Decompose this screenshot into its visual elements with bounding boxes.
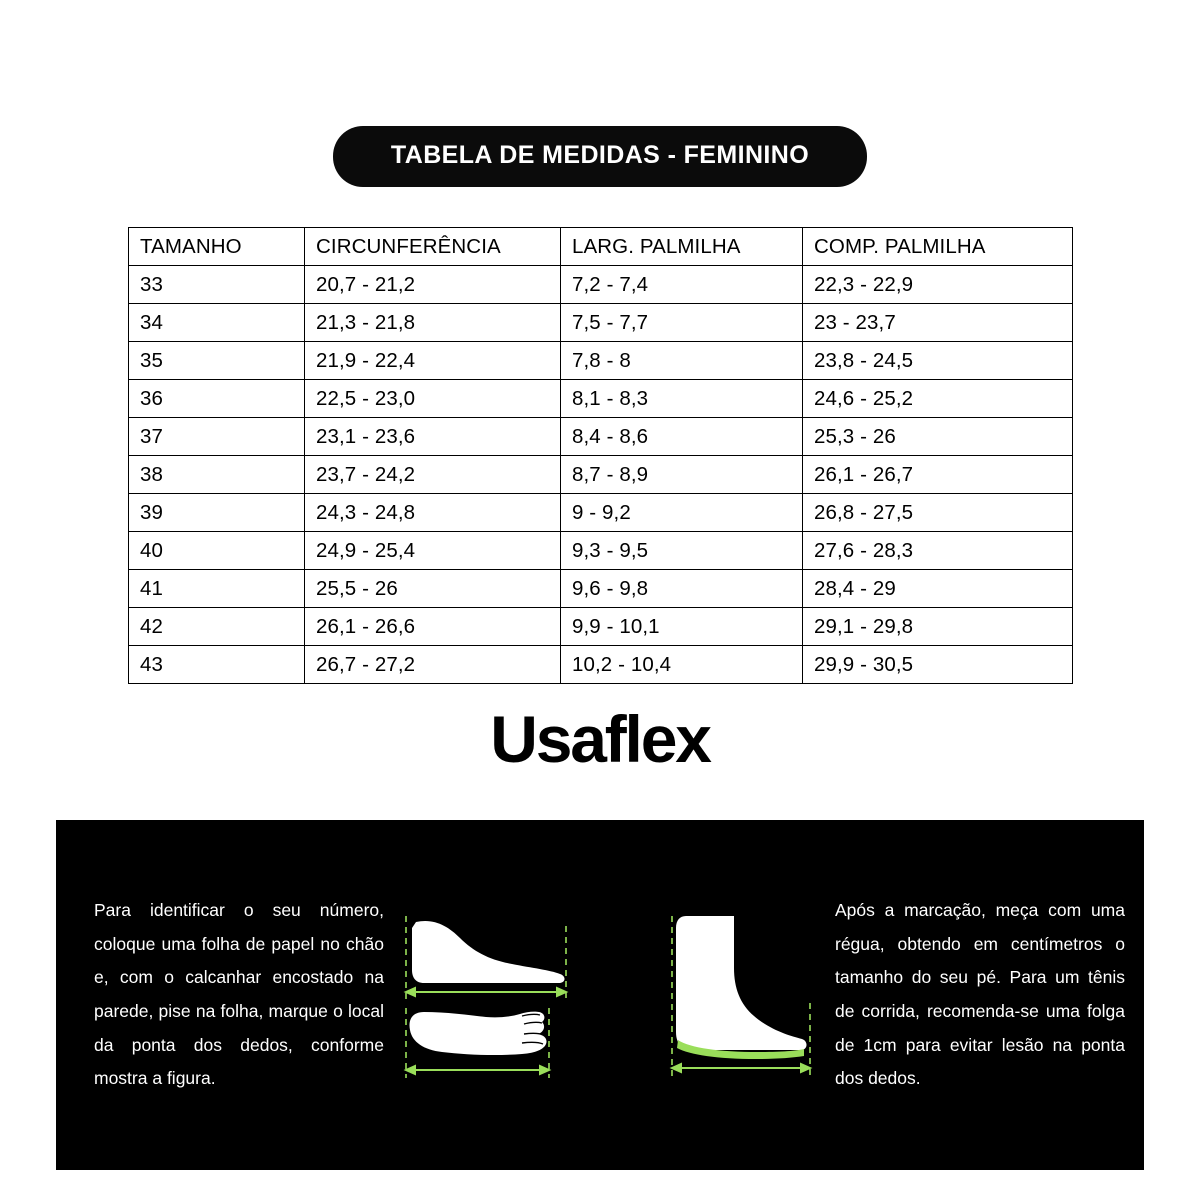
cell-comp-palmilha: 23,8 - 24,5 [803,342,1073,380]
cell-circunferencia: 24,3 - 24,8 [305,494,561,532]
table-row [129,608,1073,646]
table-row [129,646,1073,684]
cell-larg-palmilha: 10,2 - 10,4 [561,646,803,684]
table-row [129,570,1073,608]
cell-comp-palmilha: 26,1 - 26,7 [803,456,1073,494]
page-title: TABELA DE MEDIDAS - FEMININO [333,126,867,187]
cell-tamanho: 39 [129,494,305,532]
cell-larg-palmilha: 9,3 - 9,5 [561,532,803,570]
cell-circunferencia: 26,1 - 26,6 [305,608,561,646]
cell-tamanho: 37 [129,418,305,456]
column-header-comp-palmilha: COMP. PALMILHA [803,228,1073,266]
brand-logo: Usaflex [490,702,710,776]
cell-comp-palmilha: 29,9 - 30,5 [803,646,1073,684]
column-header-circunferencia: CIRCUNFERÊNCIA [305,228,561,266]
cell-circunferencia: 26,7 - 27,2 [305,646,561,684]
table-row [129,342,1073,380]
cell-tamanho: 41 [129,570,305,608]
cell-comp-palmilha: 26,8 - 27,5 [803,494,1073,532]
instructions-band [56,820,1144,1170]
cell-comp-palmilha: 28,4 - 29 [803,570,1073,608]
figures-container [384,908,835,1083]
cell-larg-palmilha: 8,4 - 8,6 [561,418,803,456]
cell-larg-palmilha: 8,7 - 8,9 [561,456,803,494]
table-header-row [129,228,1073,266]
size-table [128,227,1073,684]
cell-tamanho: 33 [129,266,305,304]
cell-circunferencia: 23,7 - 24,2 [305,456,561,494]
cell-circunferencia: 25,5 - 26 [305,570,561,608]
brand-container [0,684,1200,776]
table-row [129,494,1073,532]
cell-larg-palmilha: 7,8 - 8 [561,342,803,380]
table-row [129,304,1073,342]
cell-comp-palmilha: 24,6 - 25,2 [803,380,1073,418]
foot-front-view-diagram [650,908,825,1083]
cell-larg-palmilha: 7,2 - 7,4 [561,266,803,304]
title-container [0,0,1200,187]
cell-larg-palmilha: 9 - 9,2 [561,494,803,532]
column-header-larg-palmilha: LARG. PALMILHA [561,228,803,266]
cell-larg-palmilha: 9,6 - 9,8 [561,570,803,608]
cell-circunferencia: 23,1 - 23,6 [305,418,561,456]
cell-circunferencia: 20,7 - 21,2 [305,266,561,304]
instructions-right-text: Após a marcação, meça com uma régua, obtendo em centímetros o tamanho do seu pé. Para um tênis de corrida, recomenda-se uma folga de 1cm para evitar lesão na ponta dos dedos. [835,900,1125,1089]
table-row [129,380,1073,418]
table-row [129,418,1073,456]
cell-tamanho: 38 [129,456,305,494]
table-row [129,456,1073,494]
cell-circunferencia: 21,3 - 21,8 [305,304,561,342]
cell-tamanho: 35 [129,342,305,380]
cell-larg-palmilha: 7,5 - 7,7 [561,304,803,342]
size-table-container [0,187,1200,684]
cell-circunferencia: 22,5 - 23,0 [305,380,561,418]
column-header-tamanho: TAMANHO [129,228,305,266]
table-row [129,532,1073,570]
cell-tamanho: 40 [129,532,305,570]
cell-tamanho: 42 [129,608,305,646]
cell-larg-palmilha: 8,1 - 8,3 [561,380,803,418]
cell-comp-palmilha: 29,1 - 29,8 [803,608,1073,646]
cell-comp-palmilha: 23 - 23,7 [803,304,1073,342]
cell-larg-palmilha: 9,9 - 10,1 [561,608,803,646]
instructions-left-text: Para identificar o seu número, coloque uma folha de papel no chão e, com o calcanhar encostado na parede, pise na folha, marque o local da ponta dos dedos, conforme mostra a figura. [94,900,384,1089]
cell-comp-palmilha: 27,6 - 28,3 [803,532,1073,570]
cell-tamanho: 34 [129,304,305,342]
cell-tamanho: 43 [129,646,305,684]
cell-circunferencia: 24,9 - 25,4 [305,532,561,570]
cell-tamanho: 36 [129,380,305,418]
cell-comp-palmilha: 25,3 - 26 [803,418,1073,456]
foot-side-and-top-view-diagram [394,908,594,1083]
table-row [129,266,1073,304]
cell-circunferencia: 21,9 - 22,4 [305,342,561,380]
cell-comp-palmilha: 22,3 - 22,9 [803,266,1073,304]
